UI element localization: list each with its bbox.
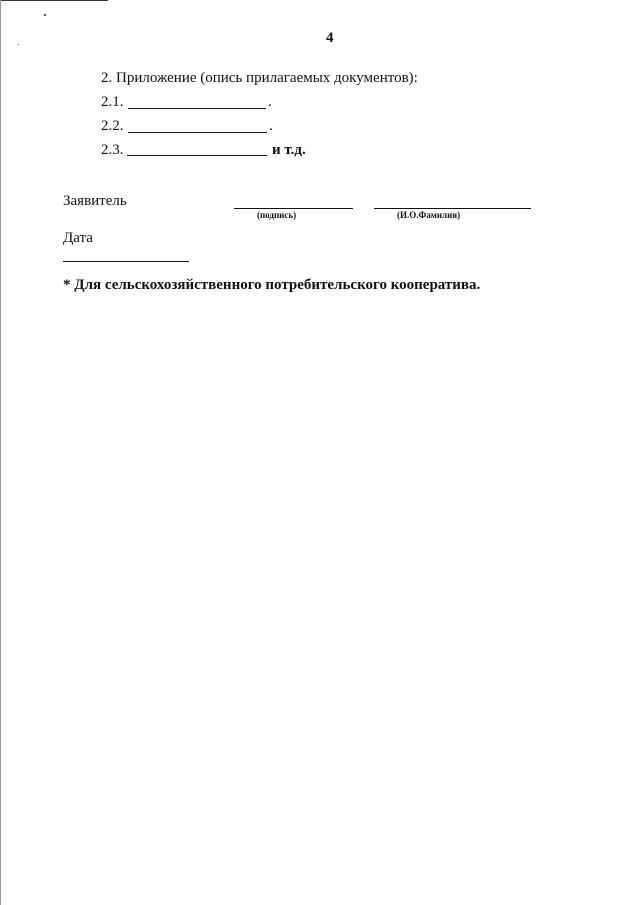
attachment-item-suffix: .	[268, 94, 272, 110]
attachment-item-suffix: и т.д.	[272, 142, 306, 158]
attachments-heading: 2. Приложение (опись прилагаемых документов):	[101, 70, 418, 86]
attachment-item-blank[interactable]	[128, 108, 266, 109]
date-line[interactable]	[63, 261, 189, 262]
attachment-item-blank[interactable]	[128, 132, 267, 133]
footnote: * Для сельскохозяйственного потребительского кооператива.	[63, 277, 481, 293]
applicant-label: Заявитель	[63, 193, 127, 209]
scan-border-left	[0, 0, 1, 905]
signature-line[interactable]	[234, 208, 353, 209]
name-caption: (И.О.Фамилия)	[397, 210, 461, 220]
scan-speck	[44, 14, 46, 16]
attachment-item-number: 2.1.	[101, 94, 124, 110]
scan-border-top	[0, 0, 108, 1]
date-label: Дата	[63, 230, 93, 246]
attachment-item-blank[interactable]	[127, 155, 267, 156]
name-line[interactable]	[374, 208, 531, 209]
page-number: 4	[326, 30, 334, 46]
signature-caption: (подпись)	[257, 210, 297, 220]
scan-speck	[18, 44, 19, 45]
attachment-item-number: 2.3.	[101, 142, 124, 158]
attachment-item-suffix: .	[269, 118, 273, 134]
attachment-item-number: 2.2.	[101, 118, 124, 134]
